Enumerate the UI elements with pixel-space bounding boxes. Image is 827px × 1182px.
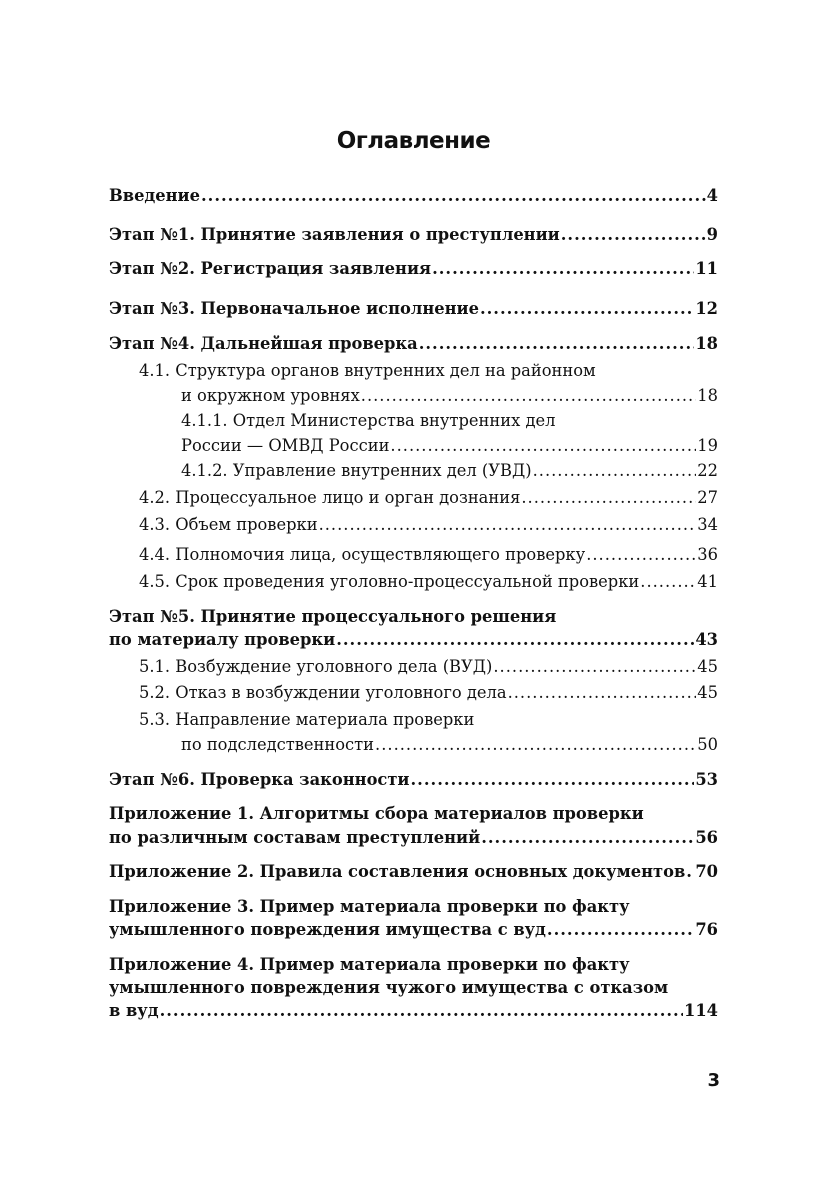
toc-entry-label: Этап №6. Проверка законности	[109, 770, 410, 789]
toc-entry-label: 5.1. Возбуждение уголовного дела (ВУД)	[139, 657, 493, 676]
toc-entry-stage-4[interactable]	[109, 333, 718, 355]
dot-leader	[390, 435, 696, 457]
toc-entry-label: Этап №1. Принятие заявления о преступлении	[109, 225, 560, 244]
toc-entry-4-5[interactable]	[139, 571, 718, 593]
toc-entry-4-1-2[interactable]	[181, 460, 718, 482]
toc-page-number: 18	[697, 386, 718, 405]
toc-entry-intro[interactable]	[109, 185, 718, 207]
dot-leader	[432, 258, 694, 280]
toc-entry-stage-5[interactable]	[109, 629, 718, 651]
toc-page-number: 114	[684, 1001, 718, 1020]
page-title: Оглавление	[336, 128, 491, 154]
toc-entry-appendix-3[interactable]	[109, 919, 718, 941]
toc-entry-label: по подследственности	[181, 735, 375, 754]
toc-page-number: 11	[695, 259, 718, 278]
toc-entry-4-4[interactable]	[139, 544, 718, 566]
toc-entry-label: по материалу проверки	[109, 630, 336, 649]
toc-entry-label: 4.1.2. Управление внутренних дел (УВД)	[181, 461, 532, 480]
toc-entry-label-line: Этап №5. Принятие процессуального решения	[109, 607, 557, 626]
dot-leader	[336, 629, 694, 651]
toc-entry-5-2[interactable]	[139, 682, 718, 704]
toc-entry-label: 4.2. Процессуальное лицо и орган дознания	[139, 488, 521, 507]
dot-leader	[547, 919, 694, 941]
toc-page-number: 22	[697, 461, 718, 480]
toc-entry-label-line: 4.1.1. Отдел Министерства внутренних дел	[181, 411, 556, 430]
toc-page-number: 50	[697, 735, 718, 754]
toc-entry-label: 4.5. Срок проведения уголовно-процессуальной проверки	[139, 572, 640, 591]
toc-page-number: 12	[695, 299, 718, 318]
toc-page-number: 53	[695, 770, 718, 789]
toc-entry-label: 5.2. Отказ в возбуждении уголовного дела	[139, 683, 507, 702]
toc-page-number: 27	[697, 488, 718, 507]
dot-leader	[521, 487, 696, 509]
toc-entry-stage-1[interactable]	[109, 224, 718, 246]
dot-leader	[561, 224, 706, 246]
toc-entry-5-1[interactable]	[139, 656, 718, 678]
toc-page-number: 19	[697, 436, 718, 455]
toc-entry-label: 4.3. Объем проверки	[139, 515, 318, 534]
toc-entry-4-1-1[interactable]	[181, 435, 718, 457]
dot-leader	[319, 514, 697, 536]
page-number: 3	[707, 1070, 720, 1091]
dot-leader	[361, 385, 697, 407]
toc-entry-appendix-4[interactable]	[109, 1000, 718, 1022]
toc-page-number: 45	[697, 657, 718, 676]
toc-entry-stage-3[interactable]	[109, 298, 718, 320]
dot-leader	[533, 460, 697, 482]
toc-entry-label-line: умышленного повреждения чужого имущества с отказом	[109, 978, 669, 997]
toc-page-number: 36	[697, 545, 718, 564]
toc-entry-4-1[interactable]	[181, 385, 718, 407]
toc-entry-label: и окружном уровнях	[181, 386, 360, 405]
toc-entry-label: Приложение 2. Правила составления основных документов	[109, 862, 686, 881]
toc-entry-label: в вуд	[109, 1001, 159, 1020]
toc-page-number: 70	[695, 862, 718, 881]
dot-leader	[419, 333, 695, 355]
toc-entry-label: России — ОМВД России	[181, 436, 390, 455]
toc-entry-label-line: 4.1. Структура органов внутренних дел на районном	[139, 361, 596, 380]
toc-page-number: 45	[697, 683, 718, 702]
toc-page-number: 4	[706, 186, 718, 205]
toc-entry-label: умышленного повреждения имущества с вуд	[109, 920, 546, 939]
toc-entry-5-3[interactable]	[181, 734, 718, 756]
toc-entry-label-line: 5.3. Направление материала проверки	[139, 710, 475, 729]
toc-page-number: 41	[697, 572, 718, 591]
dot-leader	[411, 769, 695, 791]
toc-entry-label: 4.4. Полномочия лица, осуществляющего проверку	[139, 545, 586, 564]
dot-leader	[375, 734, 696, 756]
dot-leader	[493, 656, 696, 678]
dot-leader	[480, 298, 694, 320]
toc-entry-label: Этап №4. Дальнейшая проверка	[109, 334, 418, 353]
toc-entry-stage-6[interactable]	[109, 769, 718, 791]
toc-entry-label: Этап №3. Первоначальное исполнение	[109, 299, 479, 318]
toc-entry-4-2[interactable]	[139, 487, 718, 509]
toc-entry-label: Этап №2. Регистрация заявления	[109, 259, 432, 278]
toc-page-number: 43	[695, 630, 718, 649]
dot-leader	[508, 682, 697, 704]
toc-entry-4-3[interactable]	[139, 514, 718, 536]
dot-leader	[160, 1000, 683, 1022]
toc-entry-appendix-2[interactable]	[109, 861, 718, 883]
dot-leader	[201, 185, 706, 207]
toc-entry-stage-2[interactable]	[109, 258, 718, 280]
toc-entry-label: по различным составам преступлений	[109, 828, 481, 847]
toc-page-number: 34	[697, 515, 718, 534]
toc-page-number: 56	[695, 828, 718, 847]
dot-leader	[481, 827, 694, 849]
toc-page-number: 18	[695, 334, 718, 353]
dot-leader	[586, 544, 696, 566]
dot-leader	[686, 861, 694, 883]
toc-entry-label-line: Приложение 3. Пример материала проверки по факту	[109, 897, 630, 916]
dot-leader	[640, 571, 696, 593]
toc-entry-label-line: Приложение 4. Пример материала проверки по факту	[109, 955, 630, 974]
toc-entry-label: Введение	[109, 186, 200, 205]
toc-page-number: 9	[706, 225, 718, 244]
toc-entry-appendix-1[interactable]	[109, 827, 718, 849]
toc-entry-label-line: Приложение 1. Алгоритмы сбора материалов проверки	[109, 804, 644, 823]
toc-page-number: 76	[695, 920, 718, 939]
